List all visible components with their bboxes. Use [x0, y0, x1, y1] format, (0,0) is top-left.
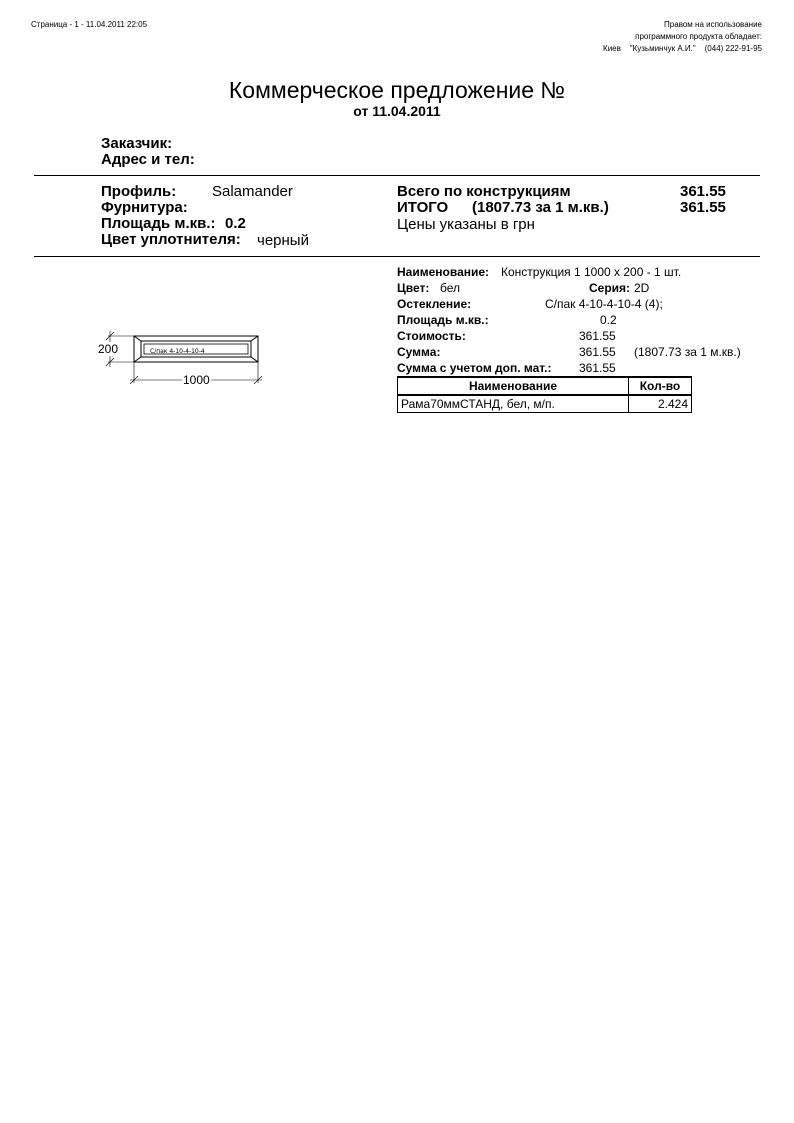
divider-top [34, 175, 760, 176]
cost-label: Стоимость: [397, 329, 466, 343]
color-value: бел [440, 281, 461, 295]
sum-label: Сумма: [397, 345, 441, 359]
document-date: от 11.04.2011 [353, 103, 441, 119]
document-title: Коммерческое предложение № [228, 77, 566, 103]
construction-name-label: Наименование: [397, 265, 490, 279]
sum-extra-label: Сумма с учетом доп. мат.: [397, 361, 552, 375]
sum-per-m2: (1807.73 за 1 м.кв.) [634, 345, 741, 359]
address-label: Адрес и тел: [101, 151, 195, 168]
sum-extra-value: 361.55 [579, 361, 616, 375]
color-label: Цвет: [397, 281, 430, 295]
materials-table [397, 376, 692, 413]
material-name: Рама70ммСТАНД, бел, м/п. [398, 395, 629, 413]
total-constructions-value: 361.55 [680, 183, 726, 200]
currency-note: Цены указаны в грн [397, 216, 535, 233]
area-label: Площадь м.кв.: [101, 215, 216, 232]
cost-value: 361.55 [579, 329, 616, 343]
total-constructions-label: Всего по конструкциям [397, 183, 571, 200]
construction-area-value: 0.2 [600, 313, 617, 327]
svg-text:С/пак 4-10-4-10-4: С/пак 4-10-4-10-4 [150, 348, 205, 355]
construction-area-label: Площадь м.кв.: [397, 313, 489, 327]
glazing-value: С/пак 4-10-4-10-4 (4); [545, 297, 663, 311]
divider-middle [34, 256, 760, 257]
table-row [398, 395, 692, 413]
hardware-label: Фурнитура: [101, 199, 188, 216]
drawing-width-label: 1000 [183, 373, 210, 387]
rights-line-2: программного продукта обладает: [635, 32, 762, 41]
materials-table-header [398, 377, 692, 395]
construction-name-value: Конструкция 1 1000 x 200 - 1 шт. [501, 265, 682, 279]
profile-label: Профиль: [101, 183, 177, 200]
col-qty-header: Кол-во [629, 377, 692, 395]
seal-color-value: черный [257, 232, 309, 249]
area-value: 0.2 [225, 215, 246, 232]
rights-line-3: Киев "Кузьминчук А.И." (044) 222-91-95 [603, 44, 762, 53]
col-name-header: Наименование [398, 377, 629, 395]
sum-value: 361.55 [579, 345, 616, 359]
itogo-value: 361.55 [680, 199, 726, 216]
series-label: Серия: [589, 281, 631, 295]
material-qty: 2.424 [629, 395, 692, 413]
itogo-per-m2: (1807.73 за 1 м.кв.) [472, 199, 609, 216]
profile-value: Salamander [212, 183, 293, 200]
series-value: 2D [634, 281, 650, 295]
seal-color-label: Цвет уплотнителя: [101, 231, 241, 248]
rights-line-1: Правом на использование [664, 20, 762, 29]
customer-label: Заказчик: [101, 135, 173, 152]
glazing-label: Остекление: [397, 297, 472, 311]
drawing-height-label: 200 [98, 342, 119, 356]
page-info: Страница - 1 - 11.04.2011 22:05 [31, 20, 148, 29]
itogo-label: ИТОГО [397, 199, 449, 216]
